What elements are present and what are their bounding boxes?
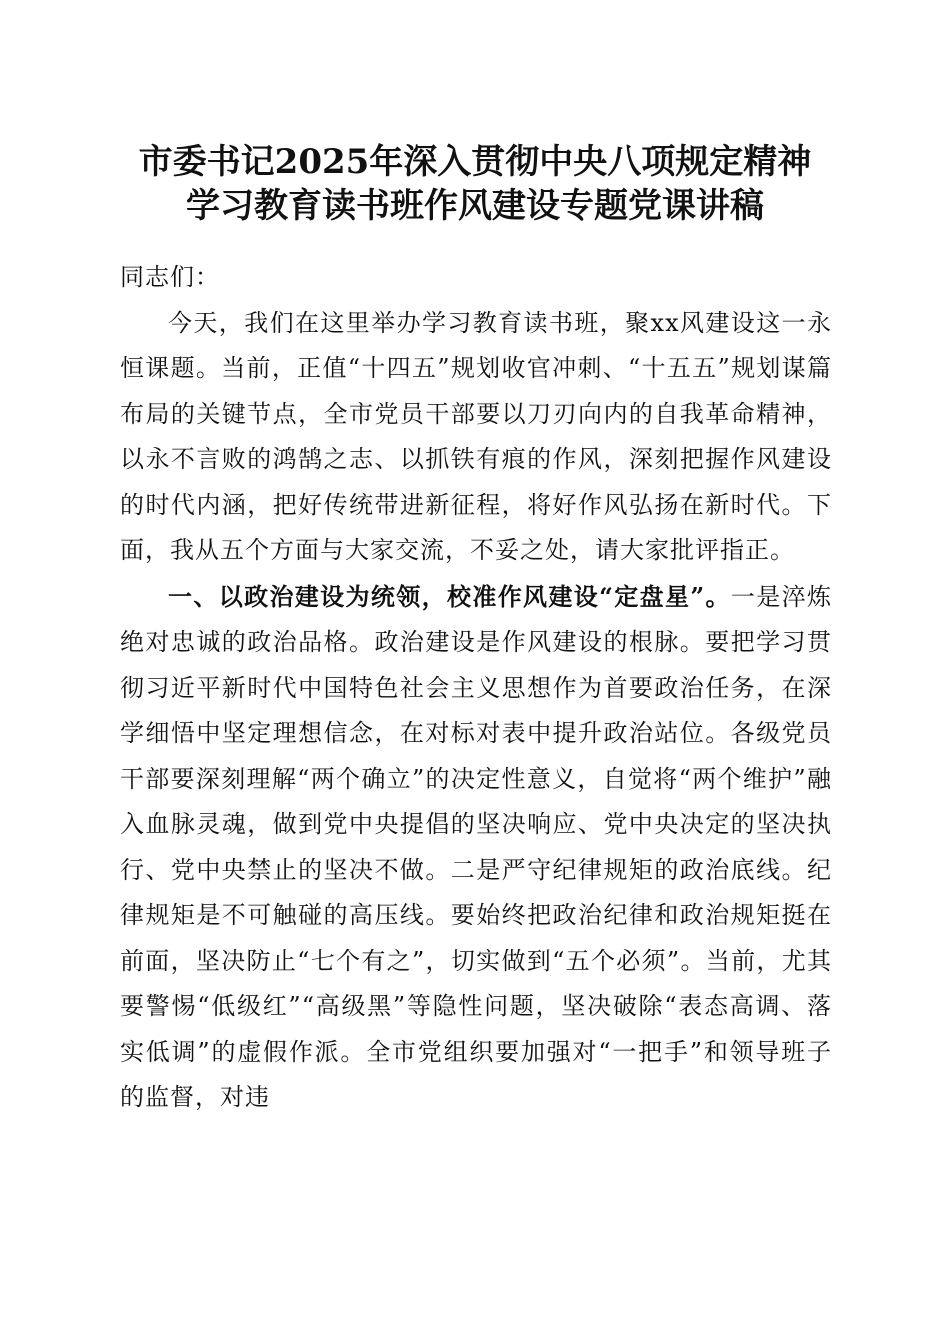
title-line-2: 学习教育读书班作风建设专题党课讲稿 — [186, 186, 764, 226]
section-1-body: 一是淬炼绝对忠诚的政治品格。政治建设是作风建设的根脉。要把学习贯彻习近平新时代中国特色社会主义思想作为首要政治任务，在深学细悟中坚定理想信念，在对标对表中提升政治站位。各级党员干部要深刻理解“两个确立”的决定性意义，自觉将“两个维护”融入血脉灵魂，做到党中央提倡的坚决响应、党中央决定的坚决执行、党中央禁止的坚决不做。二是严守纪律规矩的政治底线。纪律规矩是不可触碰的高压线。要始终把政治纪律和政治规矩挺在前面，坚决防止“七个有之”，切实做到“五个必须”。当前，尤其要警惕“低级红”“高级黑”等隐性问题，坚决破除“表态高调、落实低调”的虚假作派。全市党组织要加强对“一把手”和领导班子的监督，对违 — [120, 582, 833, 1111]
section-1-heading: 一、以政治建设为统领，校准作风建设“定盘星”。 — [168, 581, 731, 611]
document-body — [120, 255, 832, 1121]
document-title — [110, 140, 840, 228]
salutation: 同志们： — [120, 263, 220, 291]
section-1-paragraph — [120, 574, 832, 1121]
title-line-1: 市委书记2025年深入贯彻中央八项规定精神 — [138, 142, 812, 182]
intro-paragraph: 今天，我们在这里举办学习教育读书班，聚xx风建设这一永恒课题。当前，正值“十四五”规划收官冲刺、“十五五”规划谋篇布局的关键节点，全市党员干部要以刀刃向内的自我革命精神，以永不言败的鸿鹄之志、以抓铁有痕的作风，深刻把握作风建设的时代内涵，把好传统带进新征程，将好作风弘扬在新时代。下面，我从五个方面与大家交流，不妥之处，请大家批评指正。 — [120, 308, 832, 564]
